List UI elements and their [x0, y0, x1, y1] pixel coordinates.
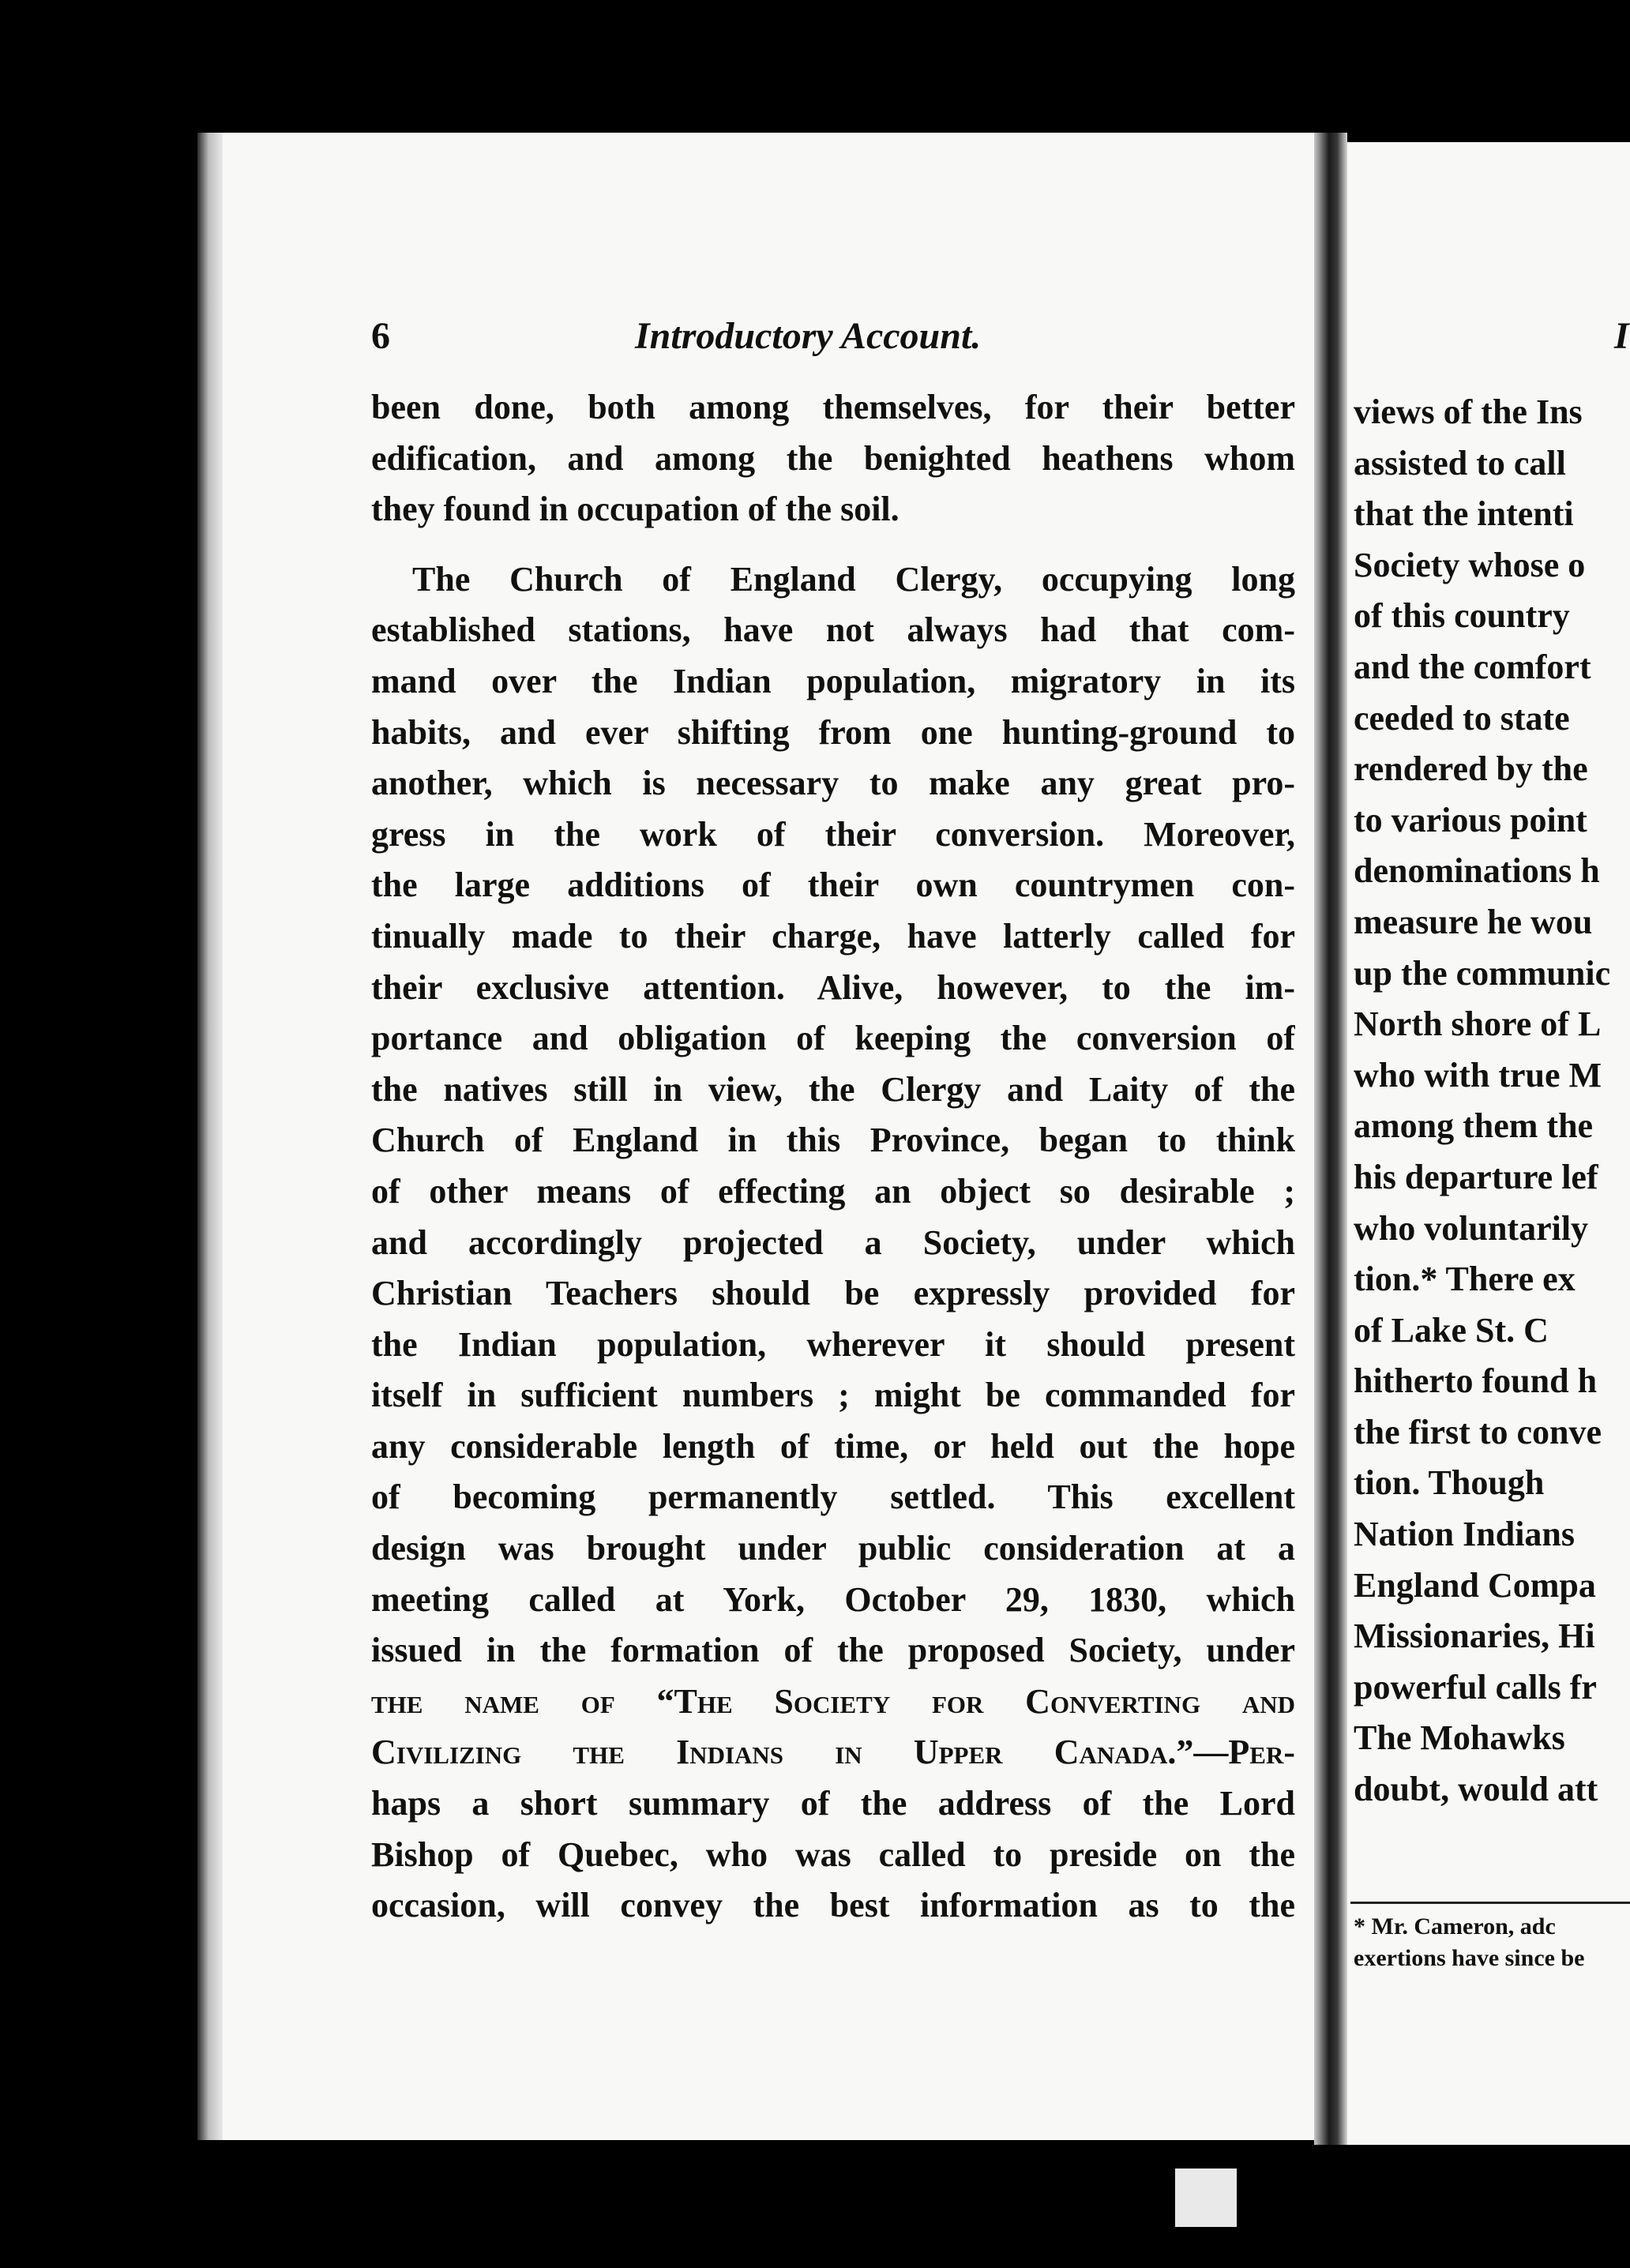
right-page-body [1354, 387, 1630, 1816]
text-line: tion.* There ex [1354, 1260, 1576, 1299]
book-edge-left [197, 133, 226, 2140]
text-line: rendered by the [1354, 749, 1588, 789]
text-line: that the intenti [1354, 494, 1574, 534]
text-line: of other means of effecting an object so desirable ; [371, 1171, 1295, 1211]
text-line: powerful calls fr [1354, 1667, 1597, 1707]
text-line: mand over the Indian population, migratory in its [371, 661, 1295, 700]
text-line: to various point [1354, 800, 1587, 839]
text-line: established stations, have not always had that com- [371, 610, 1295, 650]
text-line: gress in the work of their conversion. Moreover, [371, 814, 1295, 854]
text-line: they found in occupation of the soil. [371, 490, 900, 529]
text-line: the Indian population, wherever it should present [371, 1324, 1295, 1364]
footnote [1354, 1911, 1630, 1974]
text-line: among them the [1354, 1106, 1594, 1146]
text-line: design was brought under public consideration at a [371, 1529, 1295, 1568]
text-line: Christian Teachers should be expressly provided for [371, 1274, 1295, 1313]
paragraph-1 [371, 382, 1295, 535]
running-head-right: I [1614, 315, 1629, 357]
text-line: The Church of England Clergy, occupying long [412, 559, 1295, 599]
text-line: measure he wou [1354, 902, 1593, 941]
text-line: Church of England in this Province, began to think [371, 1121, 1295, 1160]
text-line: of becoming permanently settled. This excellent [371, 1478, 1295, 1517]
text-line: Nation Indians [1354, 1515, 1576, 1554]
text-line: Civilizing the Indians in Upper Canada.”—Per- [371, 1733, 1295, 1772]
text-line: Society whose o [1354, 545, 1586, 584]
text-line: haps a short summary of the address of the Lord [371, 1784, 1295, 1823]
text-line: England Compa [1354, 1565, 1596, 1605]
text-line: and the comfort [1354, 647, 1591, 686]
text-line: their exclusive attention. Alive, however, to the im- [371, 967, 1295, 1007]
footnote-line: exertions have since be [1354, 1945, 1585, 1971]
text-line: who with true M [1354, 1055, 1602, 1095]
text-line: issued in the formation of the proposed Society, under [371, 1631, 1295, 1670]
text-line: the first to conve [1354, 1412, 1602, 1451]
paragraph-2 [371, 554, 1295, 1932]
text-line: who voluntarily [1354, 1208, 1589, 1248]
text-line: assisted to call [1354, 443, 1566, 483]
text-line: edification, and among the benighted heathens whom [371, 438, 1295, 478]
page-number: 6 [371, 315, 390, 357]
running-head-left [371, 314, 1295, 362]
text-line: habits, and ever shifting from one hunting-ground to [371, 712, 1295, 752]
text-line: of this country [1354, 596, 1570, 636]
text-line: of Lake St. C [1354, 1310, 1549, 1350]
footnote-line: * Mr. Cameron, adc [1354, 1913, 1556, 1939]
running-title: Introductory Account. [635, 315, 982, 357]
text-line: the natives still in view, the Clergy and Laity of the [371, 1069, 1295, 1109]
text-line: portance and obligation of keeping the conversion of [371, 1019, 1295, 1058]
text-line: Missionaries, Hi [1354, 1617, 1595, 1656]
scan-tab [1175, 2168, 1237, 2227]
left-page-body [371, 382, 1295, 1932]
footnote-rule [1350, 1902, 1630, 1904]
text-line: The Mohawks [1354, 1718, 1565, 1758]
text-line: occasion, will convey the best information as to the [371, 1886, 1295, 1925]
text-line: his departure lef [1354, 1157, 1598, 1196]
text-line: views of the Ins [1354, 392, 1583, 431]
text-line: and accordingly projected a Society, under which [371, 1222, 1295, 1262]
text-line: North shore of L [1354, 1004, 1602, 1044]
text-line: tinually made to their charge, have latterly called for [371, 916, 1295, 956]
text-line: the large additions of their own countrymen con- [371, 866, 1295, 905]
book-gutter [1314, 133, 1347, 2145]
text-line: doubt, would att [1354, 1770, 1598, 1809]
text-line: tion. Though [1354, 1463, 1545, 1503]
text-line: ceeded to state [1354, 698, 1570, 738]
text-line: the name of “The Society for Converting and [371, 1681, 1295, 1721]
text-line: up the communic [1354, 953, 1611, 993]
text-line: denominations h [1354, 851, 1600, 891]
text-line: any considerable length of time, or held out the hope [371, 1426, 1295, 1466]
text-line: been done, both among themselves, for their better [371, 388, 1295, 426]
text-line: another, which is necessary to make any great pro- [371, 764, 1295, 803]
text-line: meeting called at York, October 29, 1830, which [371, 1579, 1295, 1619]
text-line: Bishop of Quebec, who was called to preside on the [371, 1834, 1295, 1874]
text-line: hitherto found h [1354, 1361, 1598, 1401]
text-line: itself in sufficient numbers ; might be commanded for [371, 1376, 1295, 1415]
